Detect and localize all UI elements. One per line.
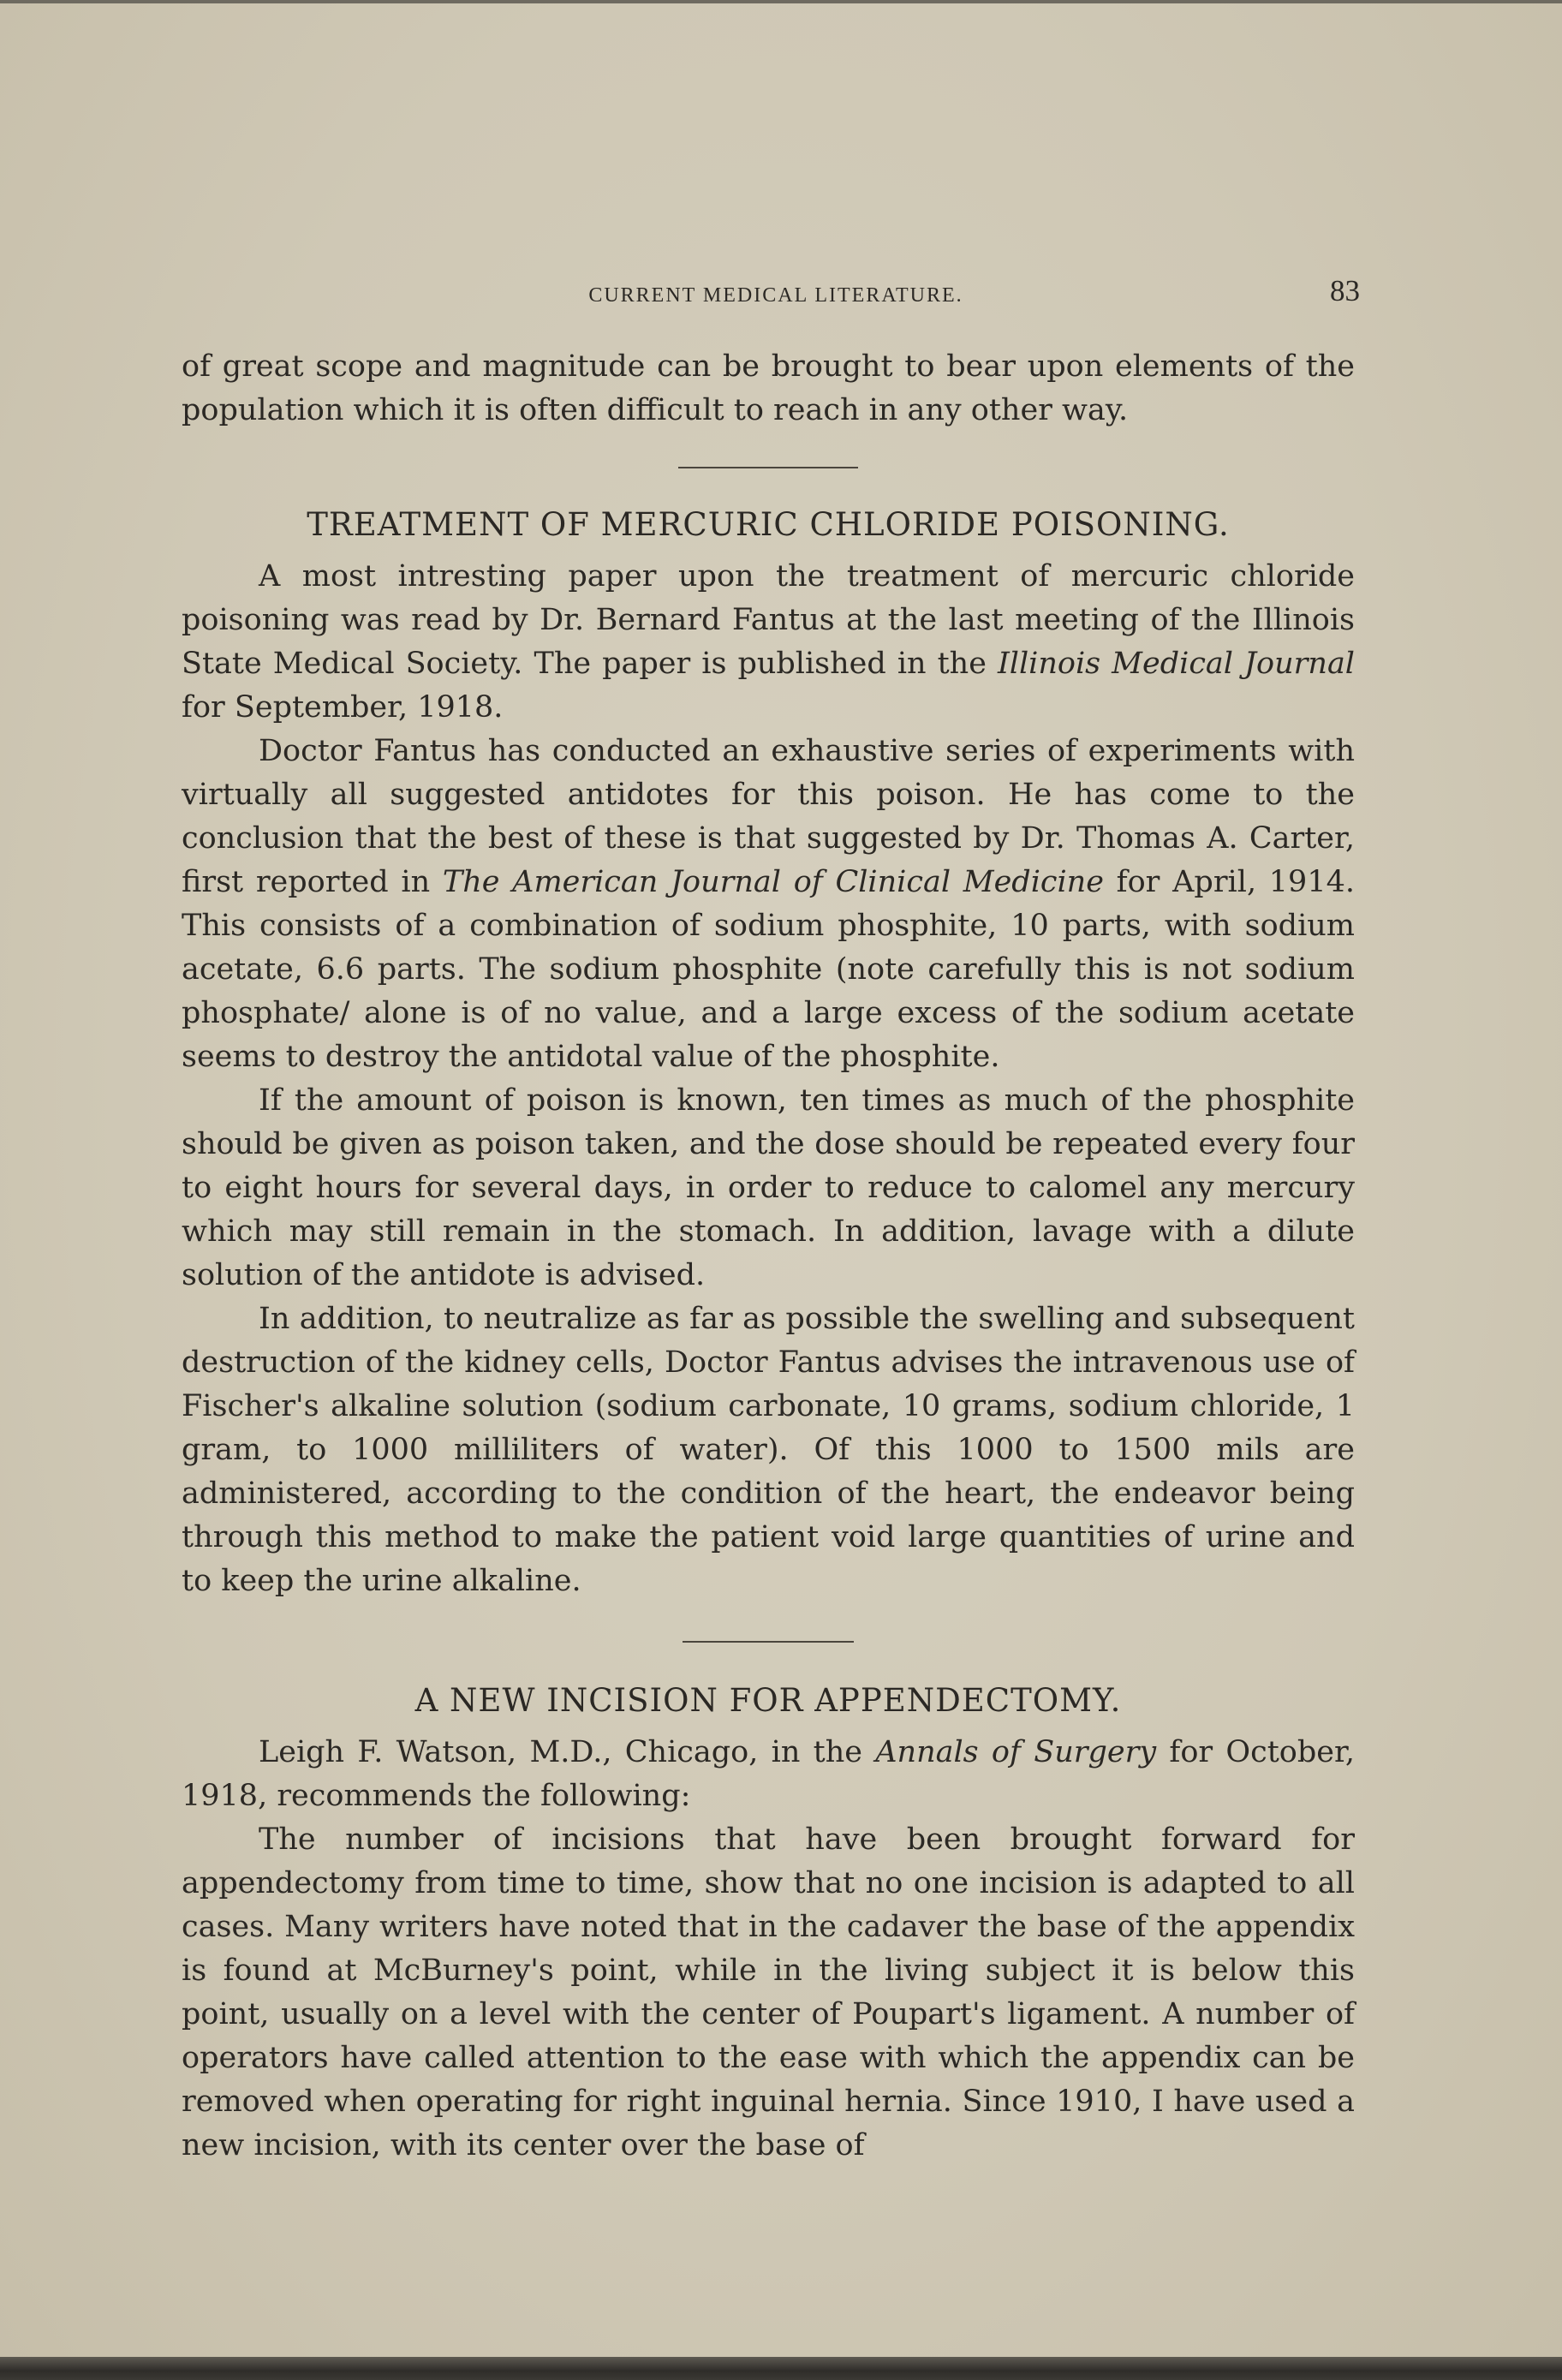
page-number: 83 [1330,274,1360,307]
article1-paragraph-4: In addition, to neutralize as far as possible the swelling and subsequent destruction of the kidney cells, Doctor Fantus advises the intravenous use of Fischer's alkaline solution (sodium carbonate, 10 grams, sodium chloride, 1 gram, to 1000 milliliters of water). Of this 1000 to 1500 mils are administered, according to the condition of the heart, the endeavor being through this method to make the patient void large quantities of urine and to keep the urine alkaline. [182,1302,1355,1598]
article2-paragraph-1 [182,1731,1355,1818]
article1-p2-text-b: for April, 1914. This consists of a combination of sodium phosphite, 10 parts, with sodium acetate, 6.6 parts. The sodium phosphite (note carefully this is not sodium phosphate/ alone is of no value, and a large excess of the sodium acetate seems to destroy the antidotal value of the phosphite. [182,865,1355,1074]
article1-p2-text-a: Doctor Fantus has conducted an exhaustive series of experiments with virtually all suggested antidotes for this poison. He has come to the conclusion that the best of these is that suggested by Dr. Thomas A. Carter, first reported in [182,734,1355,899]
article2-p1-journal: Annals of Surgery [875,1735,1157,1769]
section-divider [678,467,858,468]
article1-paragraph-2 [182,730,1355,1079]
article1-p1-text-a: A most intresting paper upon the treatment of mercuric chloride poisoning was read by Dr. Bernard Fantus at the last meeting of the Illinois State Medical Society. The paper is published in the [182,559,1355,681]
article-heading-appendectomy: A NEW INCISION FOR APPENDECTOMY. [414,1682,1122,1719]
page-bottom-edge [0,2357,1562,2380]
article1-paragraph-1 [182,555,1355,730]
article1-p1-text-b: for September, 1918. [182,690,504,725]
article2-paragraph-2: The number of incisions that have been brought forward for appendectomy from time to time, show that no one incision is adapted to all cases. Many writers have noted that in the cadaver the base of the appendix is found at McBurney's point, while in the living subject it is below this point, usually on a level with the center of Poupart's ligament. A number of operators have called attention to the ease with which the appendix can be removed when operating for right inguinal hernia. Since 1910, I have used a new incision, with its center over the base of [182,1822,1355,2162]
article2-p1-text-b: for October, 1918, recommends the following: [182,1735,1355,1813]
article1-p1-journal: Illinois Medical Journal [997,647,1355,681]
carryover-paragraph: of great scope and magnitude can be brought to bear upon elements of the population which it is often difficult to reach in any other way. [182,349,1355,427]
article1-p2-journal: The American Journal of Clinical Medicine [442,865,1104,899]
article2-p1-text-a: Leigh F. Watson, M.D., Chicago, in the [259,1735,876,1769]
article-heading-mercuric: TREATMENT OF MERCURIC CHLORIDE POISONING. [307,506,1230,543]
text-block [182,345,1355,2168]
running-title: CURRENT MEDICAL LITERATURE. [588,284,963,307]
page-top-edge [0,0,1562,3]
section-divider [683,1641,854,1643]
article1-paragraph-3: If the amount of poison is known, ten times as much of the phosphite should be given as poison taken, and the dose should be repeated every four to eight hours for several days, in order to reduce to calomel any mercury which may still remain in the stomach. In addition, lavage with a dilute solution of the antidote is advised. [182,1083,1355,1292]
running-head [190,274,1362,325]
